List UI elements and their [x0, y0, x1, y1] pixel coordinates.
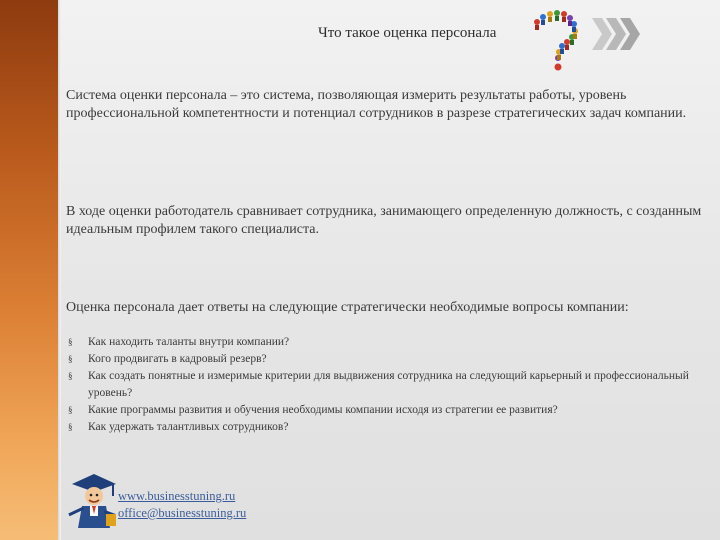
list-item: [66, 402, 706, 419]
list-item-text: Кого продвигать в кадровый резерв?: [88, 353, 267, 365]
list-item-text: Как находить таланты внутри компании?: [88, 336, 290, 348]
bullet-mark: §: [68, 405, 73, 415]
definition-paragraph: Система оценки персонала – это система, позволяющая измерить результаты работы, уровень профессиональной компетентности и потенциал сотрудников в разрезе стратегических задач компании.: [66, 88, 687, 121]
question-mark-people-icon: [527, 10, 585, 72]
list-item: [66, 334, 706, 351]
email-link[interactable]: office@businesstuning.ru: [118, 506, 247, 520]
bullet-mark: §: [68, 422, 73, 432]
list-item-text: Как удержать талантливых сотрудников?: [88, 421, 289, 433]
bullet-mark: §: [68, 354, 73, 364]
list-item-text: Какие программы развития и обучения необходимы компании исходя из стратегии ее развития?: [88, 404, 558, 416]
list-item: [66, 351, 706, 368]
questions-list: [66, 334, 706, 436]
slide-title: Что такое оценка персонала: [318, 25, 497, 41]
bullet-mark: §: [68, 337, 73, 347]
website-link[interactable]: www.businesstuning.ru: [118, 489, 236, 503]
slide-content-area: [61, 0, 720, 540]
question-mark-figures: [534, 10, 578, 71]
questions-intro-paragraph: Оценка персонала дает ответы на следующие стратегически необходимые вопросы компании:: [66, 300, 629, 315]
list-item: [66, 419, 706, 436]
contact-links: [118, 488, 246, 522]
orange-sidebar: [0, 0, 58, 540]
comparison-paragraph: В ходе оценки работодатель сравнивает сотрудника, занимающего определенную должность, с созданным идеальным профилем такого специалиста.: [66, 204, 702, 237]
graduate-mascot-icon: [66, 470, 120, 532]
chevrons-right-icon[interactable]: [590, 16, 642, 52]
bullet-mark: §: [68, 371, 73, 381]
list-item: [66, 368, 706, 402]
list-item-text: Как создать понятные и измеримые критерии для выдвижения сотрудника на следующий карьерный и профессиональный уровень?: [88, 370, 689, 399]
